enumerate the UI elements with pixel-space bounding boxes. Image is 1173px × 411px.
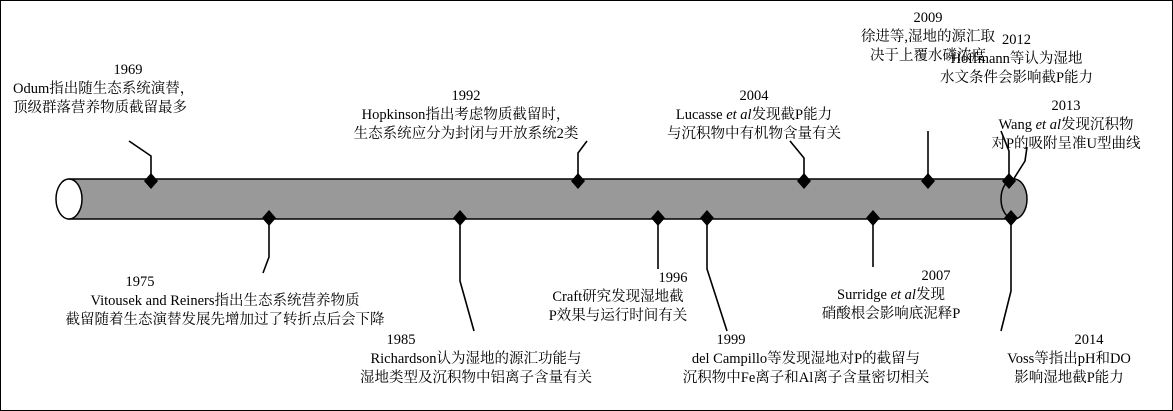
- timeline-bar: [56, 179, 1027, 219]
- event-text-2009-line2: 决于上覆水磷浓度: [870, 48, 986, 65]
- event-text-1992-line1: Hopkinson指出考虑物质截留时，: [361, 107, 571, 124]
- event-text-1975-line1: Vitousek and Reiners指出生态系统营养物质: [90, 293, 360, 310]
- event-year-1999: 1999: [716, 332, 746, 348]
- event-label-1975: [15, 273, 435, 330]
- event-text-1969-line2: 顶级群落营养物质截留最多: [13, 100, 187, 117]
- event-year-2013: 2013: [1051, 98, 1081, 114]
- event-text-2014-line1: Voss等指出pH和DO: [1007, 351, 1131, 368]
- event-text-2014-line2: 影响湿地截P能力: [1014, 370, 1124, 387]
- event-year-1992: 1992: [451, 88, 481, 104]
- event-year-1969: 1969: [113, 62, 143, 78]
- event-label-1996: [523, 269, 713, 326]
- event-text-1999-line2: 沉积物中Fe离子和Al离子含量密切相关: [682, 370, 930, 387]
- event-year-2014: 2014: [1074, 332, 1104, 348]
- event-text-2007-line1: Surridge et al发现: [837, 287, 945, 304]
- event-year-2012: 2012: [1002, 32, 1031, 48]
- event-text-2013-line1: Wang et al发现沉积物: [998, 117, 1134, 134]
- event-label-1999: [641, 331, 971, 388]
- event-label-2013: [961, 97, 1171, 154]
- event-year-2004: 2004: [739, 88, 769, 104]
- event-text-1996-line1: Craft研究发现湿地截: [552, 289, 684, 306]
- event-text-1969-line1: Odum指出随生态系统演替，: [13, 81, 195, 98]
- event-label-2012: [909, 31, 1124, 88]
- event-text-1985-line1: Richardson认为湿地的源汇功能与: [370, 351, 582, 368]
- event-text-1985-line2: 湿地类型及沉积物中铝离子含量有关: [360, 370, 592, 387]
- event-text-2012-line2: 水文条件会影响截P能力: [939, 70, 1094, 87]
- event-text-2004-line1: Lucasse et al发现截P能力: [675, 107, 833, 124]
- event-year-2007: 2007: [921, 268, 951, 284]
- event-text-2007-line2: 硝酸根会影响底泥释P: [821, 306, 961, 323]
- event-year-1996: 1996: [658, 270, 688, 286]
- event-label-1992: [341, 87, 591, 144]
- event-year-2009: 2009: [913, 10, 943, 26]
- event-text-2012-line1: Hoffmann等认为湿地: [950, 51, 1083, 68]
- event-year-1985: 1985: [386, 332, 416, 348]
- event-text-2013-line2: 对P的吸附呈准U型曲线: [991, 136, 1141, 153]
- event-text-1992-line2: 生态系统应分为封闭与开放系统2类: [353, 126, 579, 143]
- event-year-1975: 1975: [125, 274, 155, 290]
- event-text-1999-line1: del Campillo等发现湿地对P的截留与: [691, 351, 921, 368]
- event-text-1996-line2: P效果与运行时间有关: [548, 308, 688, 325]
- event-text-2004-line2: 与沉积物中有机物含量有关: [667, 126, 841, 143]
- event-label-2007: [791, 267, 991, 324]
- event-label-1969: [13, 61, 243, 118]
- event-label-2014: [969, 331, 1169, 388]
- event-text-2009-line1: 徐进等,湿地的源汇取: [860, 29, 996, 46]
- event-text-1975-line2: 截留随着生态演替发展先增加过了转折点后会下降: [65, 312, 385, 329]
- event-label-2004: [649, 87, 859, 144]
